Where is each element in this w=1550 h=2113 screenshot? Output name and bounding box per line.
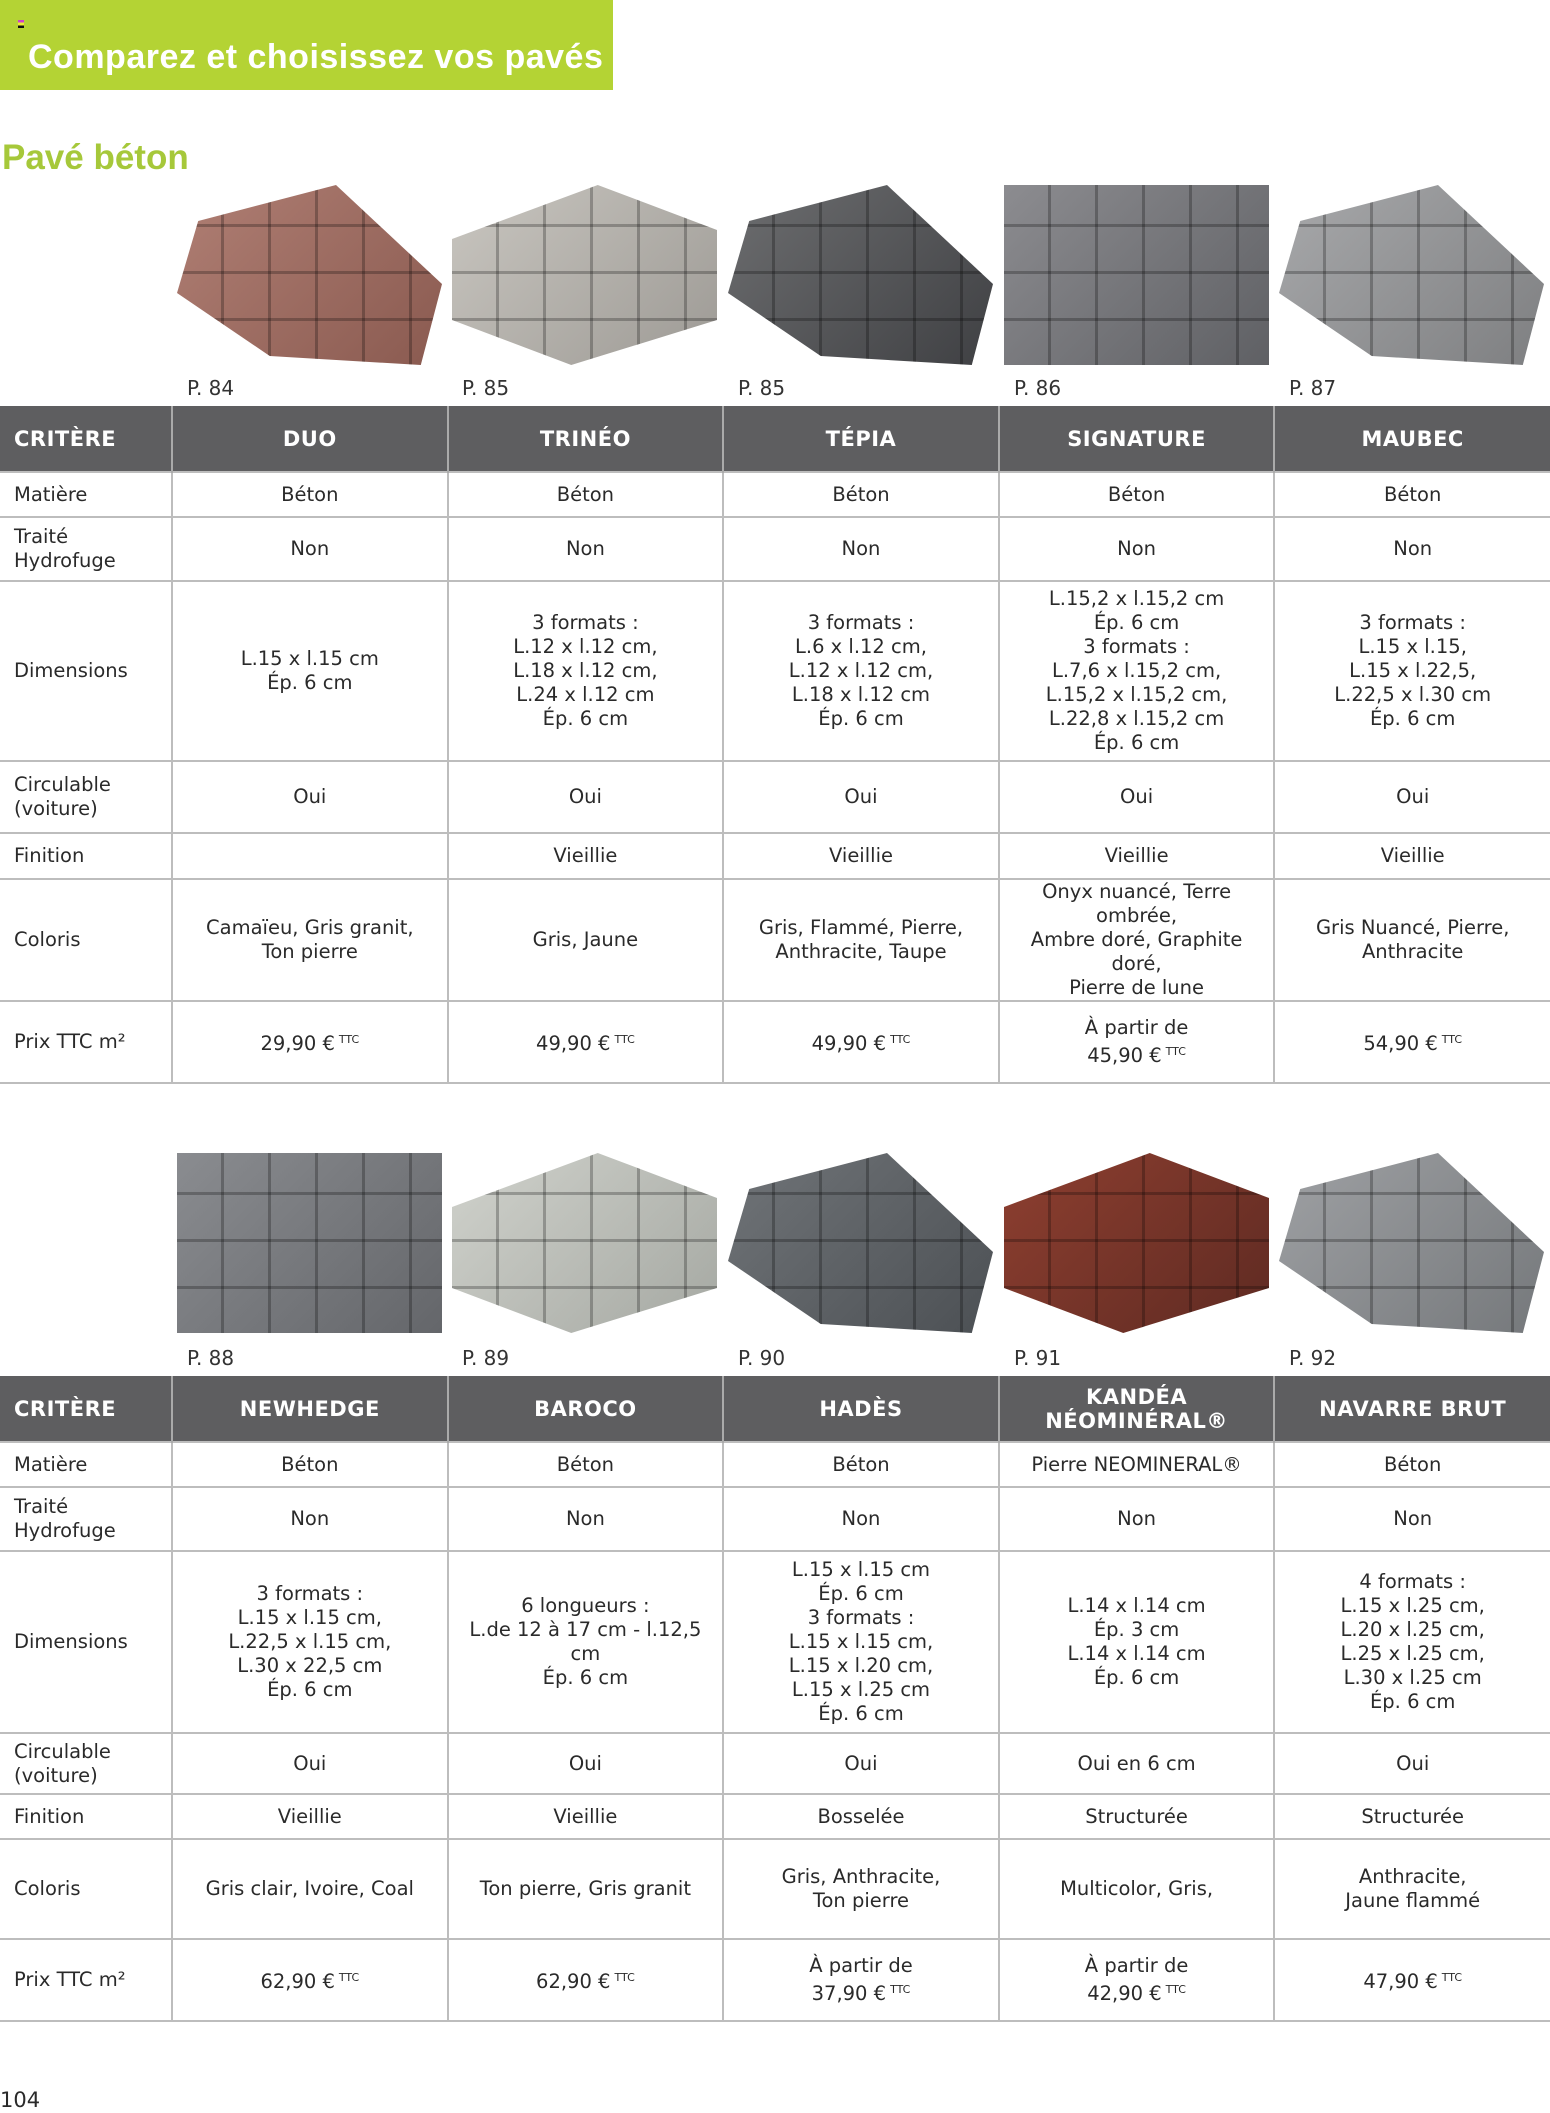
product-photo-kand-a-n-omin-ral- <box>1004 1153 1269 1333</box>
cell-prix <box>448 1939 724 2021</box>
price-value: 45,90 € <box>1087 1044 1162 1067</box>
price-value: 37,90 € <box>811 1982 887 2005</box>
criteria-header: CRITÈRE <box>0 406 172 472</box>
cell-hydrofuge: Non <box>172 1487 448 1551</box>
product-name-header: TÉPIA <box>723 406 999 472</box>
cell-circulable: Oui <box>999 761 1275 833</box>
product-photo-trin-o <box>452 185 717 365</box>
row-label: Finition <box>0 1794 172 1839</box>
price-tax-label: TTC <box>1441 1033 1463 1046</box>
price-value: 62,90 € <box>260 1970 335 1993</box>
table-row-circulable <box>0 761 1550 833</box>
cell-matiere: Béton <box>723 472 999 517</box>
catalog-page-ref: P. 84 <box>187 376 235 400</box>
cell-dimensions: 6 longueurs : L.de 12 à 17 cm - l.12,5 cm Ép. 6 cm <box>448 1551 724 1733</box>
cell-coloris: Gris, Anthracite, Ton pierre <box>723 1839 999 1939</box>
product-photo-had-s <box>728 1153 993 1333</box>
table-row-coloris <box>0 1839 1550 1939</box>
product-photo-signature <box>1004 185 1269 365</box>
product-name-header: MAUBEC <box>1274 406 1550 472</box>
cell-hydrofuge: Non <box>1274 1487 1550 1551</box>
cell-coloris: Camaïeu, Gris granit, Ton pierre <box>172 879 448 1001</box>
cell-matiere: Béton <box>172 472 448 517</box>
price-tax-label: TTC <box>1165 1045 1186 1058</box>
cell-hydrofuge: Non <box>999 517 1275 581</box>
page-number: 104 <box>0 2088 41 2112</box>
product-photo-newhedge <box>177 1153 442 1333</box>
table-row-hydrofuge <box>0 1487 1550 1551</box>
cell-matiere: Béton <box>999 472 1275 517</box>
cell-finition: Vieillie <box>999 833 1275 879</box>
row-label: Traité Hydrofuge <box>0 517 172 581</box>
row-label: Coloris <box>0 1839 172 1939</box>
cell-dimensions: 3 formats : L.12 x l.12 cm, L.18 x l.12 cm, L.24 x l.12 cm Ép. 6 cm <box>448 581 724 761</box>
cell-prix <box>1274 1939 1550 2021</box>
price-tax-label: TTC <box>1441 1971 1463 1984</box>
color-registration-mark <box>18 20 24 28</box>
cell-circulable: Oui <box>448 761 724 833</box>
product-name-header: BAROCO <box>448 1376 724 1442</box>
catalog-page-ref: P. 89 <box>462 1346 510 1370</box>
row-label: Traité Hydrofuge <box>0 1487 172 1551</box>
price-tax-label: TTC <box>890 1983 911 1996</box>
table-row-hydrofuge <box>0 517 1550 581</box>
table-row-matiere <box>0 1442 1550 1487</box>
cell-coloris: Gris clair, Ivoire, Coal <box>172 1839 448 1939</box>
table-row-coloris <box>0 879 1550 1001</box>
product-photo-maubec <box>1279 185 1544 365</box>
price-value: 62,90 € <box>536 1970 611 1993</box>
product-photos <box>0 185 1550 365</box>
row-label: Circulable (voiture) <box>0 761 172 833</box>
catalog-page-ref: P. 85 <box>738 376 786 400</box>
cell-matiere: Béton <box>448 1442 724 1487</box>
cell-finition: Bosselée <box>723 1794 999 1839</box>
price-value: 47,90 € <box>1363 1970 1438 1993</box>
cell-matiere: Béton <box>172 1442 448 1487</box>
product-name-header: TRINÉO <box>448 406 724 472</box>
cell-matiere: Béton <box>723 1442 999 1487</box>
price-value: 49,90 € <box>811 1032 887 1055</box>
cell-prix <box>172 1939 448 2021</box>
price-tax-label: TTC <box>890 1033 911 1046</box>
row-label: Prix TTC m² <box>0 1939 172 2021</box>
product-name-header: DUO <box>172 406 448 472</box>
cell-prix <box>999 1939 1275 2021</box>
cell-circulable: Oui <box>723 761 999 833</box>
product-name-header: KANDÉA NÉOMINÉRAL® <box>999 1376 1275 1442</box>
product-photo-duo <box>177 185 442 365</box>
product-photos <box>0 1153 1550 1333</box>
cell-prix <box>999 1001 1275 1083</box>
cell-hydrofuge: Non <box>448 1487 724 1551</box>
cell-dimensions: 3 formats : L.15 x l.15, L.15 x l.22,5, L.22,5 x l.30 cm Ép. 6 cm <box>1274 581 1550 761</box>
cell-coloris: Gris Nuancé, Pierre, Anthracite <box>1274 879 1550 1001</box>
cell-dimensions: L.15 x l.15 cm Ép. 6 cm <box>172 581 448 761</box>
price-value: 49,90 € <box>536 1032 611 1055</box>
cell-matiere: Pierre NEOMINERAL® <box>999 1442 1275 1487</box>
table-row-matiere <box>0 472 1550 517</box>
cell-matiere: Béton <box>1274 1442 1550 1487</box>
cell-circulable: Oui <box>448 1733 724 1794</box>
section-title: Pavé béton <box>2 138 189 177</box>
cell-coloris: Onyx nuancé, Terre ombrée, Ambre doré, Graphite doré, Pierre de lune <box>999 879 1275 1001</box>
catalog-page-ref: P. 85 <box>462 376 510 400</box>
catalog-page-ref: P. 92 <box>1289 1346 1337 1370</box>
row-label: Coloris <box>0 879 172 1001</box>
row-label: Circulable (voiture) <box>0 1733 172 1794</box>
row-label: Dimensions <box>0 581 172 761</box>
catalog-page-ref: P. 90 <box>738 1346 786 1370</box>
row-label: Dimensions <box>0 1551 172 1733</box>
price-tax-label: TTC <box>614 1971 635 1984</box>
cell-coloris: Multicolor, Gris, <box>999 1839 1275 1939</box>
cell-prix <box>1274 1001 1550 1083</box>
price-tax-label: TTC <box>338 1033 360 1046</box>
cell-finition: Structurée <box>999 1794 1275 1839</box>
cell-circulable: Oui en 6 cm <box>999 1733 1275 1794</box>
price-value: 54,90 € <box>1363 1032 1438 1055</box>
cell-finition: Vieillie <box>723 833 999 879</box>
table-row-finition <box>0 1794 1550 1839</box>
cell-circulable: Oui <box>1274 1733 1550 1794</box>
cell-dimensions: 4 formats : L.15 x l.25 cm, L.20 x l.25 cm, L.25 x l.25 cm, L.30 x l.25 cm Ép. 6 cm <box>1274 1551 1550 1733</box>
cell-dimensions: 3 formats : L.15 x l.15 cm, L.22,5 x l.15 cm, L.30 x 22,5 cm Ép. 6 cm <box>172 1551 448 1733</box>
row-label: Prix TTC m² <box>0 1001 172 1083</box>
cell-finition: Vieillie <box>172 1794 448 1839</box>
cell-dimensions: 3 formats : L.6 x l.12 cm, L.12 x l.12 cm, L.18 x l.12 cm Ép. 6 cm <box>723 581 999 761</box>
price-prefix: À partir de <box>1084 1016 1189 1039</box>
cell-finition <box>172 833 448 879</box>
catalog-page-ref: P. 86 <box>1014 376 1062 400</box>
cell-hydrofuge: Non <box>448 517 724 581</box>
cell-prix <box>723 1939 999 2021</box>
cell-coloris: Ton pierre, Gris granit <box>448 1839 724 1939</box>
table-row-circulable <box>0 1733 1550 1794</box>
cell-finition: Vieillie <box>448 1794 724 1839</box>
price-prefix: À partir de <box>809 1954 913 1977</box>
cell-circulable: Oui <box>723 1733 999 1794</box>
cell-prix <box>723 1001 999 1083</box>
title-banner <box>0 0 613 90</box>
product-name-header: HADÈS <box>723 1376 999 1442</box>
product-name-header: NAVARRE BRUT <box>1274 1376 1550 1442</box>
header-row <box>0 1376 1550 1442</box>
page-title: Comparez et choisissez vos pavés <box>28 38 604 76</box>
cell-hydrofuge: Non <box>172 517 448 581</box>
criteria-header: CRITÈRE <box>0 1376 172 1442</box>
cell-circulable: Oui <box>172 761 448 833</box>
cell-hydrofuge: Non <box>723 1487 999 1551</box>
comparison-table <box>0 406 1550 1084</box>
table-row-finition <box>0 833 1550 879</box>
cell-coloris: Gris, Flammé, Pierre, Anthracite, Taupe <box>723 879 999 1001</box>
price-tax-label: TTC <box>338 1971 360 1984</box>
cell-matiere: Béton <box>448 472 724 517</box>
cell-dimensions: L.15,2 x l.15,2 cm Ép. 6 cm 3 formats : L.7,6 x l.15,2 cm, L.15,2 x l.15,2 cm, L.22,8 x l.15,2 cm Ép. 6 cm <box>999 581 1275 761</box>
cell-finition: Structurée <box>1274 1794 1550 1839</box>
product-name-header: SIGNATURE <box>999 406 1275 472</box>
catalog-page-ref: P. 87 <box>1289 376 1337 400</box>
table-row-dimensions <box>0 1551 1550 1733</box>
cell-hydrofuge: Non <box>1274 517 1550 581</box>
cell-hydrofuge: Non <box>723 517 999 581</box>
row-label: Finition <box>0 833 172 879</box>
product-name-header: NEWHEDGE <box>172 1376 448 1442</box>
price-value: 42,90 € <box>1087 1982 1162 2005</box>
cell-matiere: Béton <box>1274 472 1550 517</box>
cell-finition: Vieillie <box>1274 833 1550 879</box>
row-label: Matière <box>0 1442 172 1487</box>
cell-coloris: Anthracite, Jaune flammé <box>1274 1839 1550 1939</box>
cell-prix <box>448 1001 724 1083</box>
table-row-prix <box>0 1001 1550 1083</box>
header-row <box>0 406 1550 472</box>
cell-coloris: Gris, Jaune <box>448 879 724 1001</box>
cell-circulable: Oui <box>1274 761 1550 833</box>
table-row-prix <box>0 1939 1550 2021</box>
product-photo-t-pia <box>728 185 993 365</box>
cell-dimensions: L.15 x l.15 cm Ép. 6 cm 3 formats : L.15 x l.15 cm, L.15 x l.20 cm, L.15 x l.25 cm Ép. 6 cm <box>723 1551 999 1733</box>
catalog-page-ref: P. 91 <box>1014 1346 1062 1370</box>
table-row-dimensions <box>0 581 1550 761</box>
cell-finition: Vieillie <box>448 833 724 879</box>
catalog-page-ref: P. 88 <box>187 1346 235 1370</box>
comparison-table <box>0 1376 1550 2022</box>
product-photo-baroco <box>452 1153 717 1333</box>
cell-hydrofuge: Non <box>999 1487 1275 1551</box>
price-prefix: À partir de <box>1084 1954 1189 1977</box>
cell-dimensions: L.14 x l.14 cm Ép. 3 cm L.14 x l.14 cm Ép. 6 cm <box>999 1551 1275 1733</box>
price-tax-label: TTC <box>1165 1983 1186 1996</box>
product-photo-navarre-brut <box>1279 1153 1544 1333</box>
price-value: 29,90 € <box>260 1032 335 1055</box>
cell-circulable: Oui <box>172 1733 448 1794</box>
row-label: Matière <box>0 472 172 517</box>
cell-prix <box>172 1001 448 1083</box>
price-tax-label: TTC <box>614 1033 635 1046</box>
